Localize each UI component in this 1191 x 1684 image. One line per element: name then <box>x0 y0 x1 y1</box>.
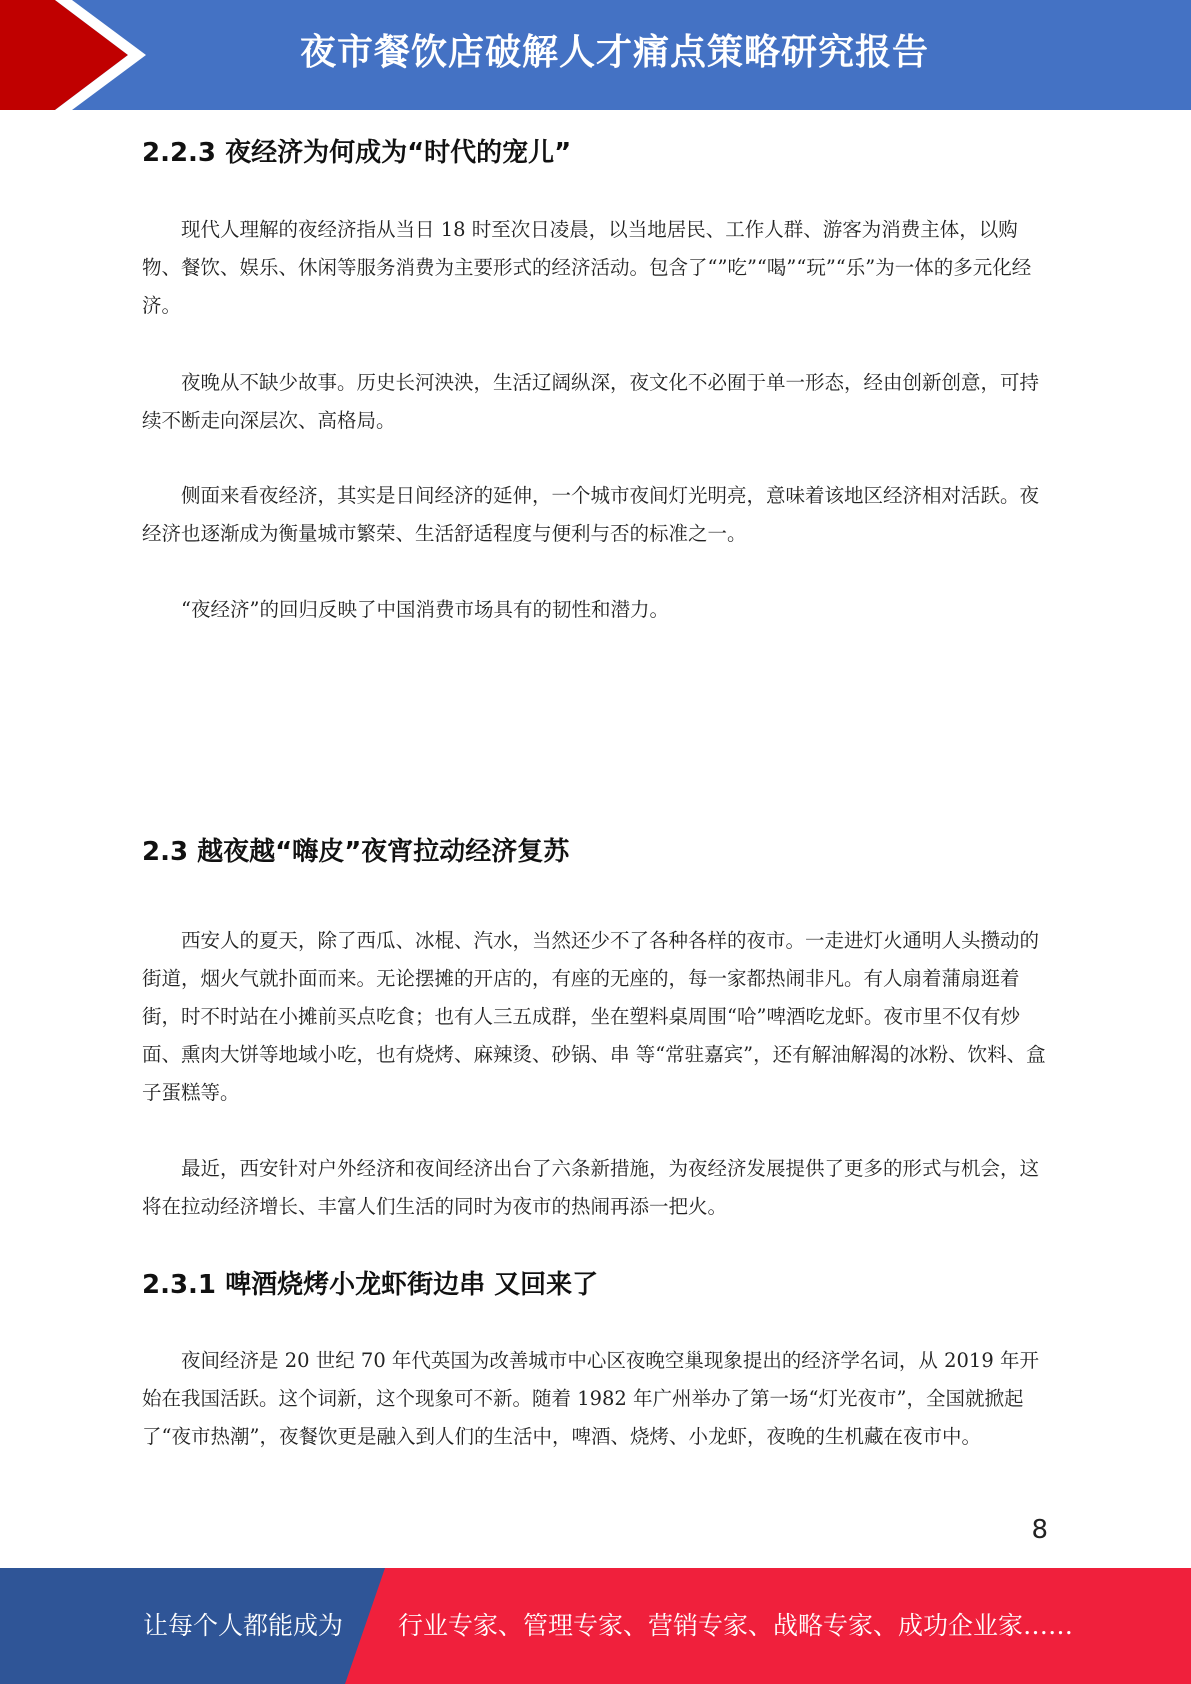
footer-slogan-right: 行业专家、管理专家、营销专家、战略专家、成功企业家…… <box>398 1611 1074 1640</box>
paragraph: 夜间经济是 20 世纪 70 年代英国为改善城市中心区夜晚空巢现象提出的经济学名词，从 2019 年开始在我国活跃。这个词新，这个现象可不新。随着 1982 年广州举办了第一场“灯光夜市”，全国就掀起了“夜市热潮”，夜餐饮更是融入到人们的生活中，啤酒、烧烤、小龙虾，夜晚的生机藏在夜市中。 <box>142 1349 1039 1448</box>
page-footer <box>0 1568 1191 1684</box>
paragraph: “夜经济”的回归反映了中国消费市场具有的韧性和潜力。 <box>181 598 669 621</box>
report-title: 夜市餐饮店破解人才痛点策略研究报告 <box>300 32 930 73</box>
page-number: 8 <box>1031 1515 1048 1545</box>
paragraph: 侧面来看夜经济，其实是日间经济的延伸，一个城市夜间灯光明亮，意味着该地区经济相对活跃。夜经济也逐渐成为衡量城市繁荣、生活舒适程度与便利与否的标准之一。 <box>142 484 1040 545</box>
section-heading-2-3: 2.3 越夜越“嗨皮”夜宵拉动经济复苏 <box>142 837 570 867</box>
paragraph: 现代人理解的夜经济指从当日 18 时至次日凌晨，以当地居民、工作人群、游客为消费主体，以购物、餐饮、娱乐、休闲等服务消费为主要形式的经济活动。包含了“”吃”“喝”“玩”“乐”为一体的多元化经济。 <box>142 218 1032 317</box>
paragraph: 夜晚从不缺少故事。历史长河泱泱，生活辽阔纵深，夜文化不必囿于单一形态，经由创新创意，可持续不断走向深层次、高格局。 <box>142 371 1040 432</box>
footer-slogan-left: 让每个人都能成为 <box>143 1611 344 1640</box>
page-header <box>0 0 1191 110</box>
paragraph: 最近，西安针对户外经济和夜间经济出台了六条新措施，为夜经济发展提供了更多的形式与机会，这将在拉动经济增长、丰富人们生活的同时为夜市的热闹再添一把火。 <box>142 1157 1040 1218</box>
section-heading-2-3-1: 2.3.1 啤酒烧烤小龙虾街边串 又回来了 <box>142 1270 599 1300</box>
section-heading-2-2-3: 2.2.3 夜经济为何成为“时代的宠儿” <box>142 138 572 168</box>
paragraph: 西安人的夏天，除了西瓜、冰棍、汽水，当然还少不了各种各样的夜市。一走进灯火通明人头攒动的街道，烟火气就扑面而来。无论摆摊的开店的，有座的无座的，每一家都热闹非凡。有人扇着蒲扇逛着街，时不时站在小摊前买点吃食；也有人三五成群，坐在塑料桌周围“哈”啤酒吃龙虾。夜市里不仅有炒面、熏肉大饼等地域小吃，也有烧烤、麻辣烫、砂锅、串 等“常驻嘉宾”，还有解油解渴的冰粉、饮料、盒子蛋糕等。 <box>142 929 1046 1104</box>
